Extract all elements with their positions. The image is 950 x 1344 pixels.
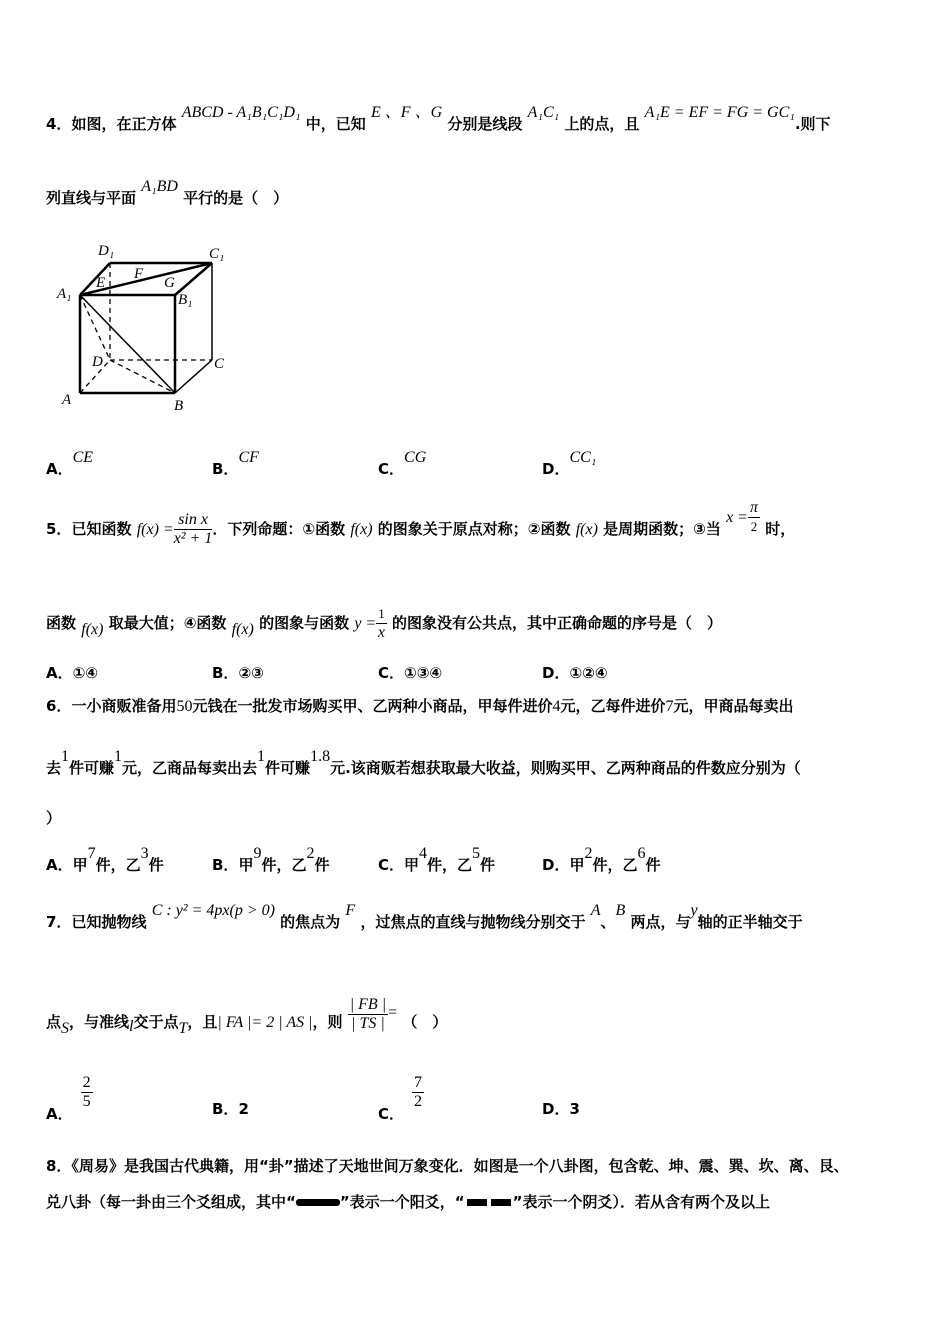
yin-yao-symbol-right — [491, 1199, 511, 1206]
q6-option-a[interactable]: A．甲7件，乙3件 — [46, 845, 164, 874]
q5-option-a[interactable]: A．①④ — [46, 664, 99, 682]
label-D1: D₁ — [98, 243, 115, 259]
cube-figure — [52, 238, 242, 416]
q4-option-a[interactable]: A．CE — [46, 449, 94, 478]
label-F: F — [134, 266, 144, 282]
q6-option-d[interactable]: D．甲2件，乙6件 — [542, 845, 661, 874]
label-B1: B₁ — [178, 292, 193, 308]
q8-line1: 8．《周易》是我国古代典籍，用“卦”描述了天地世间万象变化．如图是一个八卦图，包含乾、坤、震、巽、坎、离、艮、 — [46, 1157, 849, 1175]
label-A1: A₁ — [57, 286, 72, 302]
q4-equality: A₁E = EF = FG = GC₁ — [644, 104, 795, 121]
q7-option-d[interactable]: D．3 — [542, 1100, 580, 1118]
yang-yao-symbol — [296, 1199, 340, 1206]
q4-line1: 4．如图，在正方体 ABCD - A₁B₁C₁D₁ 中，已知 E 、F 、G 分别是线段 A₁C₁ 上的点，且 A₁E = EF = FG = GC₁.则下 — [46, 104, 831, 133]
q5-option-d[interactable]: D．①②④ — [542, 664, 608, 682]
label-E: E — [96, 275, 106, 291]
q7-option-c[interactable]: C． $\frac{7}{2}$ — [378, 1074, 423, 1123]
q6-line3: ） — [46, 809, 62, 827]
q8-line2: 兑八卦（每一卦由三个爻组成，其中“ ”表示一个阳爻，“ ”表示一个阴爻）．若从含有两个及以上 — [46, 1193, 770, 1211]
q7-option-a[interactable]: A． $\frac{2}{5}$ — [46, 1074, 91, 1123]
q4-segment: A₁C₁ — [527, 104, 560, 121]
q5-option-c[interactable]: C．①③④ — [378, 664, 443, 682]
label-C1: C₁ — [209, 246, 225, 262]
q5-line2: 函数 f(x) 取最大值；④函数 f(x) 的图象与函数 y = $\frac{1}{x}$ 的图象没有公共点，其中正确命题的序号是（ ） — [46, 606, 722, 641]
label-D: D — [92, 354, 103, 370]
q7-line1: 7．已知抛物线 C : y² = 4px(p > 0) 的焦点为 F ，过焦点的直线与抛物线分别交于 A、B 两点，与y轴的正半轴交于 — [46, 902, 803, 931]
q5-fraction: $\frac{\text{sin x}}{\text{x² + 1}}$ — [173, 511, 213, 547]
q7-parabola: C : y² = 4px(p > 0) — [151, 902, 275, 919]
q6-option-b[interactable]: B．甲9件，乙2件 — [212, 845, 330, 874]
q4-option-b[interactable]: B．CF — [212, 449, 259, 478]
q5-line1: 5．已知函数 f(x) = $\frac{\text{sin x}}{\text{x² + 1}}$ ．下列命题：①函数 f(x) 的图象关于原点对称；②函数 f(x) 是周期函数；③当 x = $\frac{\pi}{2}$ 时， — [46, 499, 796, 547]
q4-option-c[interactable]: C．CG — [378, 449, 427, 478]
q4-cube-name: ABCD - A₁B₁C₁D₁ — [181, 104, 301, 121]
q4-plane: A₁BD — [141, 178, 178, 195]
q6-line2: 去1件可赚1元，乙商品每卖出去1件可赚1.8元.该商贩若想获取最大收益，则购买甲、乙两种商品的件数应分别为（ — [46, 748, 801, 777]
label-A: A — [62, 392, 72, 408]
q4-points: E 、F 、G — [371, 104, 443, 121]
q4-option-d[interactable]: D．CC₁ — [542, 449, 597, 478]
label-C: C — [214, 356, 225, 372]
yin-yao-symbol-left — [467, 1199, 487, 1206]
label-B: B — [174, 398, 184, 414]
q5-option-b[interactable]: B．②③ — [212, 664, 264, 682]
q6-option-c[interactable]: C．甲4件，乙5件 — [378, 845, 496, 874]
q7-line2: 点S，与准线l交于点T，且| FA |= 2 | AS |，则 $\frac{| FB |}{| TS |}$ = （ ） — [46, 996, 448, 1037]
q7-option-b[interactable]: B．2 — [212, 1100, 249, 1118]
q6-line1: 6．一小商贩准备用50元钱在一批发市场购买甲、乙两种小商品，甲每件进价4元，乙每件进价7元，甲商品每卖出 — [46, 697, 794, 715]
q4-line2: 列直线与平面 A₁BD 平行的是（ ） — [46, 178, 289, 207]
label-G: G — [164, 275, 175, 291]
